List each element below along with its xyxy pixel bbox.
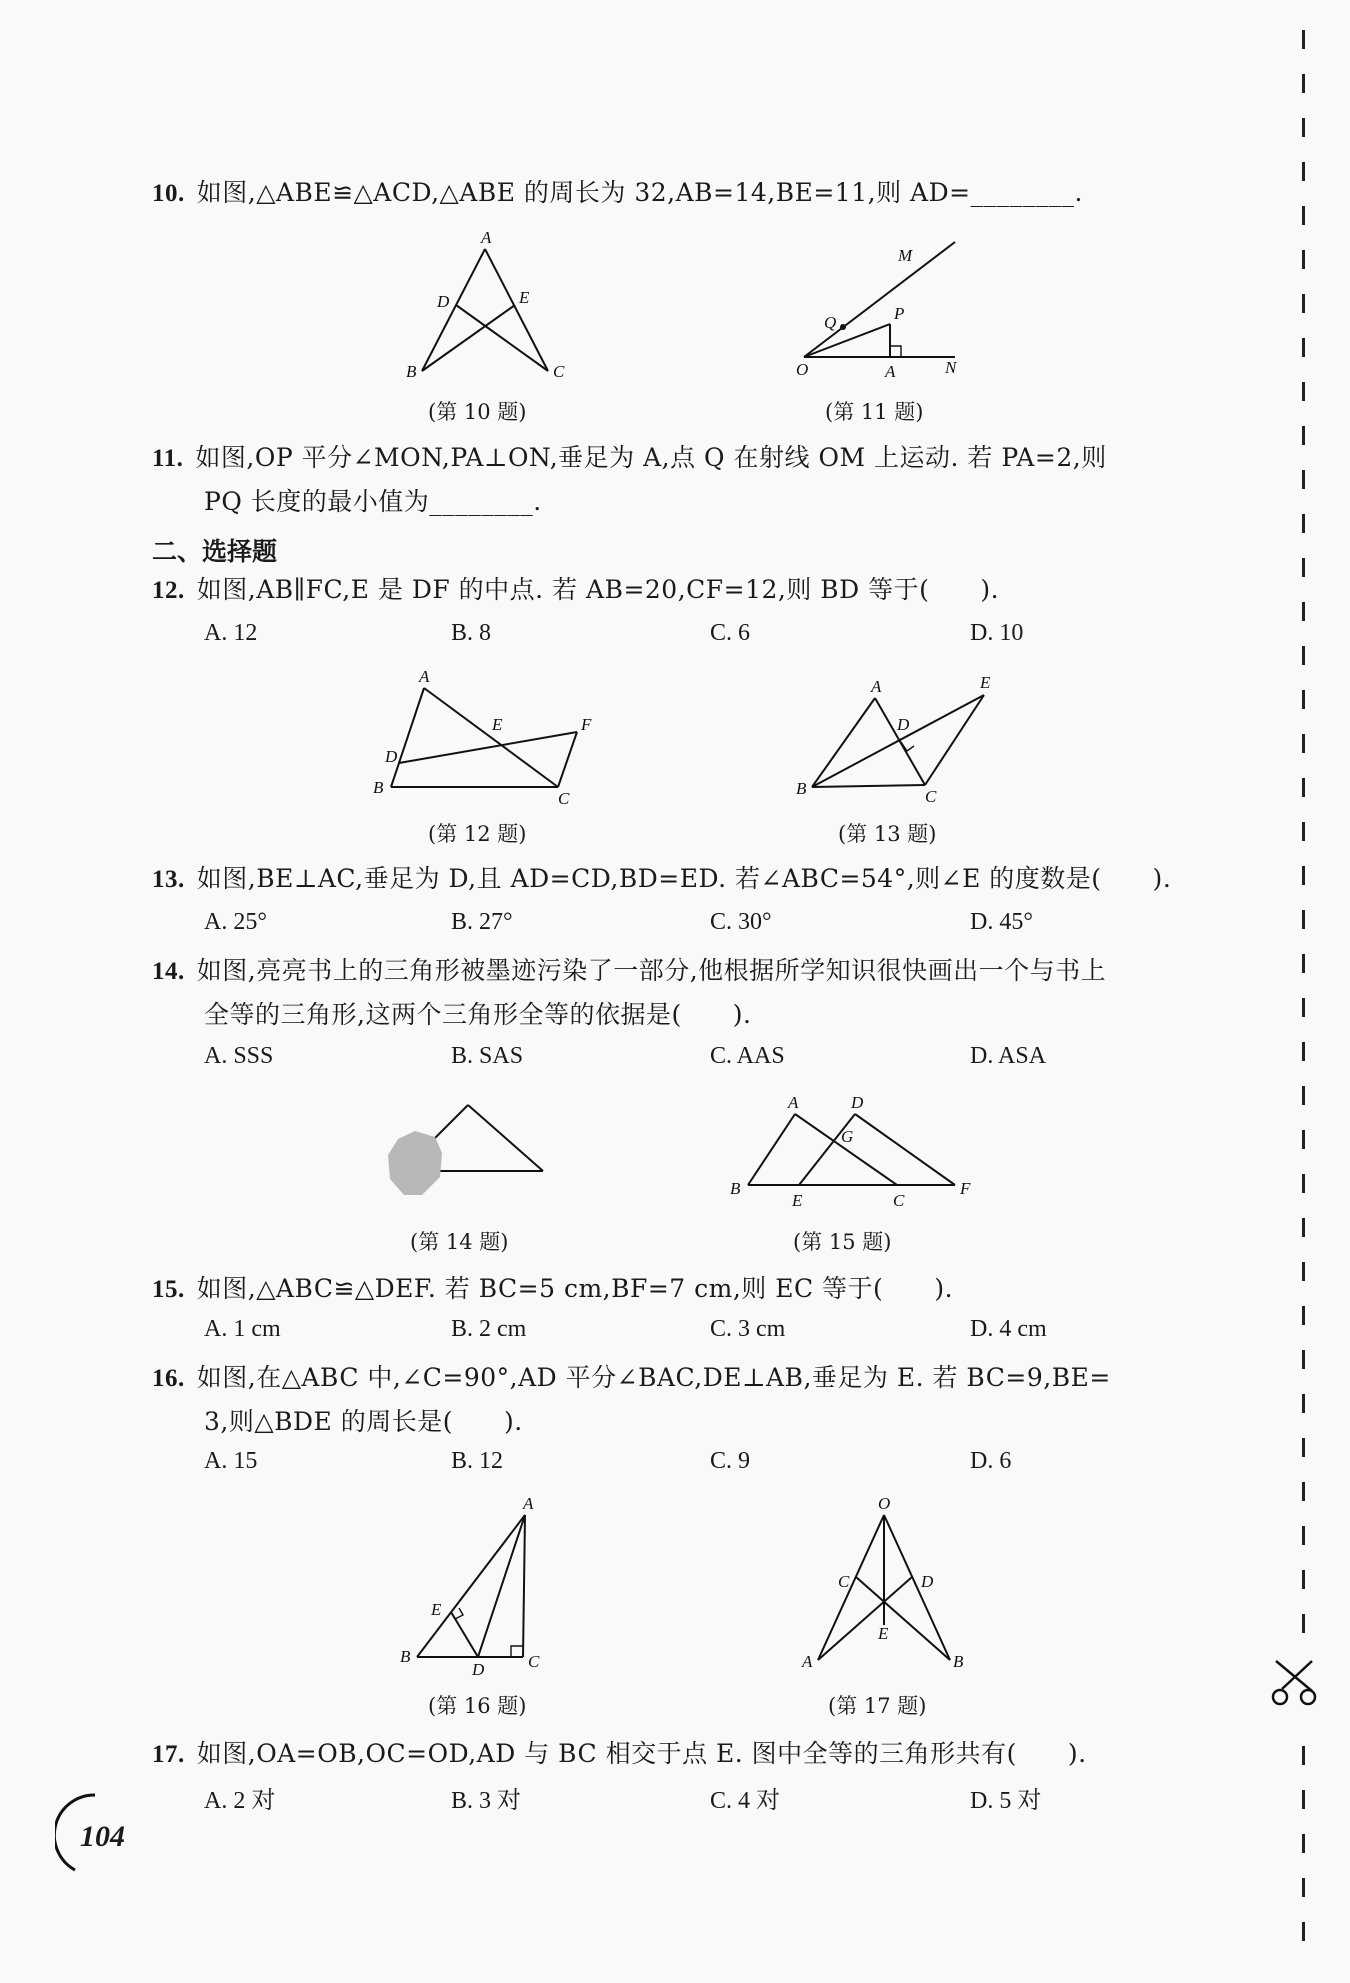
label-M: M [898, 246, 913, 265]
cut-line-dash [1302, 118, 1305, 137]
question-14-cont: 全等的三角形,这两个三角形全等的依据是( ). [204, 1000, 752, 1029]
cut-line-dash [1302, 1130, 1305, 1149]
cut-line-dash [1302, 1262, 1305, 1281]
label-C: C [553, 362, 565, 381]
option-d[interactable]: D. 4 cm [970, 1316, 1047, 1342]
option-d[interactable]: D. 6 [970, 1448, 1012, 1474]
label-C: C [893, 1191, 905, 1210]
label-F: F [960, 1179, 971, 1198]
cut-line-dash [1302, 30, 1305, 49]
label-B: B [373, 778, 384, 797]
cut-line-dash [1302, 1526, 1305, 1545]
label-D: D [472, 1660, 485, 1679]
cut-line-dash [1302, 1922, 1305, 1941]
label-C: C [838, 1572, 850, 1591]
figure-14 [380, 1095, 560, 1215]
section-choice-heading: 二、选择题 [152, 537, 278, 566]
question-17: 17. 如图,OA=OB,OC=OD,AD 与 BC 相交于点 E. 图中全等的三角形共有( ). [152, 1739, 1087, 1768]
label-D: D [385, 747, 398, 766]
cut-line-dash [1302, 558, 1305, 577]
cut-line-dash [1302, 910, 1305, 929]
cut-line-dash [1302, 382, 1305, 401]
option-c[interactable]: C. 4 对 [710, 1788, 781, 1814]
cut-line-dash [1302, 1570, 1305, 1589]
label-A: A [871, 677, 882, 696]
options-12 [204, 620, 1254, 654]
figure-12 [370, 667, 600, 810]
option-c[interactable]: C. 9 [710, 1448, 751, 1474]
cut-line-dash [1302, 470, 1305, 489]
option-c[interactable]: C. 30° [710, 909, 772, 935]
cut-line-dash [1302, 778, 1305, 797]
label-A: A [885, 362, 896, 381]
label-D: D [851, 1093, 864, 1112]
label-A: A [523, 1494, 534, 1513]
label-G: G [841, 1127, 854, 1146]
question-13: 13. 如图,BE⊥AC,垂足为 D,且 AD=CD,BD=ED. 若∠ABC=54°,则∠E 的度数是( ). [152, 864, 1172, 893]
cut-line-dash [1302, 1042, 1305, 1061]
cut-line-dash [1302, 998, 1305, 1017]
label-E: E [519, 288, 530, 307]
cut-line-dash [1302, 646, 1305, 665]
option-a[interactable]: A. 2 对 [204, 1788, 276, 1814]
option-b[interactable]: B. 8 [451, 620, 492, 646]
question-11: 11. 如图,OP 平分∠MON,PA⊥ON,垂足为 A,点 Q 在射线 OM 上运动. 若 PA=2,则 [152, 443, 1107, 472]
option-b[interactable]: B. 2 cm [451, 1316, 527, 1342]
cut-line-dash [1302, 822, 1305, 841]
option-a[interactable]: A. 1 cm [204, 1316, 281, 1342]
label-O: O [878, 1494, 891, 1513]
option-d[interactable]: D. 10 [970, 620, 1024, 646]
cut-line-dash [1302, 1834, 1305, 1853]
label-B: B [400, 1647, 411, 1666]
label-E: E [878, 1624, 889, 1643]
figure-13 [790, 670, 1010, 810]
option-b[interactable]: B. 12 [451, 1448, 504, 1474]
page-number: 104 [80, 1820, 125, 1853]
cut-line-dash [1302, 1174, 1305, 1193]
cut-line-dash [1302, 206, 1305, 225]
cut-line-dash [1302, 1350, 1305, 1369]
option-a[interactable]: A. 15 [204, 1448, 258, 1474]
label-D: D [437, 292, 450, 311]
cut-line-dash [1302, 1482, 1305, 1501]
option-c[interactable]: C. AAS [710, 1043, 785, 1069]
figure-15 [715, 1090, 975, 1215]
ink-blot [388, 1131, 442, 1195]
options-15 [204, 1316, 1254, 1350]
question-12: 12. 如图,AB∥FC,E 是 DF 的中点. 若 AB=20,CF=12,则 BD 等于( ). [152, 575, 1000, 604]
question-14: 14. 如图,亮亮书上的三角形被墨迹污染了一部分,他根据所学知识很快画出一个与书上 [152, 956, 1107, 985]
cut-line-dash [1302, 250, 1305, 269]
label-E: E [792, 1191, 803, 1210]
caption-fig14: (第 14 题) [410, 1230, 509, 1254]
options-17 [204, 1780, 1254, 1814]
label-N: N [945, 358, 957, 377]
caption-fig15: (第 15 题) [793, 1230, 892, 1254]
scissors-icon [1268, 1655, 1328, 1710]
option-a[interactable]: A. 12 [204, 620, 258, 646]
label-Q: Q [824, 313, 837, 332]
label-A: A [788, 1093, 799, 1112]
caption-fig11: (第 11 题) [825, 400, 924, 424]
option-b[interactable]: B. 3 对 [451, 1788, 522, 1814]
figure-11 [790, 235, 980, 385]
cut-line-dash [1302, 1306, 1305, 1325]
cut-line-dash [1302, 294, 1305, 313]
label-B: B [730, 1179, 741, 1198]
cut-line-dash [1302, 1614, 1305, 1633]
label-F: F [581, 715, 592, 734]
caption-fig16: (第 16 题) [428, 1694, 527, 1718]
option-a[interactable]: A. 25° [204, 909, 267, 935]
options-14 [204, 1043, 1254, 1077]
cut-line-dash [1302, 162, 1305, 181]
cut-line-dash [1302, 1746, 1305, 1765]
label-E: E [431, 1600, 442, 1619]
label-B: B [953, 1652, 964, 1671]
label-B: B [796, 779, 807, 798]
question-16-cont: 3,则△BDE 的周长是( ). [204, 1407, 523, 1436]
cut-line-dash [1302, 338, 1305, 357]
cut-line-dash [1302, 1790, 1305, 1809]
question-15: 15. 如图,△ABC≌△DEF. 若 BC=5 cm,BF=7 cm,则 EC 等于( ). [152, 1274, 954, 1303]
cut-line-dash [1302, 954, 1305, 973]
figure-16 [395, 1495, 565, 1680]
label-C: C [925, 787, 937, 806]
option-c[interactable]: C. 6 [710, 620, 751, 646]
options-16 [204, 1448, 1254, 1482]
label-E: E [492, 715, 503, 734]
cut-line-dash [1302, 514, 1305, 533]
label-A: A [419, 667, 430, 686]
label-C: C [558, 789, 570, 808]
label-A: A [802, 1652, 813, 1671]
question-10: 10. 如图,△ABE≌△ACD,△ABE 的周长为 32,AB=14,BE=11,则 AD=________. [152, 178, 1084, 207]
label-P: P [894, 304, 905, 323]
cut-line-dash [1302, 1218, 1305, 1237]
label-A: A [481, 228, 492, 247]
label-O: O [796, 360, 809, 379]
figure-10 [400, 225, 580, 385]
label-C: C [528, 1652, 540, 1671]
option-b[interactable]: B. SAS [451, 1043, 524, 1069]
label-B: B [406, 362, 417, 381]
label-D: D [921, 1572, 934, 1591]
option-a[interactable]: A. SSS [204, 1043, 274, 1069]
caption-fig13: (第 13 题) [838, 822, 937, 846]
caption-fig17: (第 17 题) [828, 1694, 927, 1718]
label-E: E [980, 673, 991, 692]
cut-line-dash [1302, 602, 1305, 621]
option-c[interactable]: C. 3 cm [710, 1316, 786, 1342]
caption-fig10: (第 10 题) [428, 400, 527, 424]
option-d[interactable]: D. 45° [970, 909, 1033, 935]
cut-line-dash [1302, 734, 1305, 753]
cut-line-dash [1302, 690, 1305, 709]
option-d[interactable]: D. ASA [970, 1043, 1047, 1069]
cut-line-dash [1302, 1878, 1305, 1897]
cut-line-dash [1302, 1086, 1305, 1105]
cut-line-dash [1302, 74, 1305, 93]
label-D: D [897, 715, 910, 734]
cut-line-dash [1302, 866, 1305, 885]
figure-17 [800, 1495, 980, 1680]
cut-line-dash [1302, 1394, 1305, 1413]
options-13 [204, 909, 1254, 943]
question-16: 16. 如图,在△ABC 中,∠C=90°,AD 平分∠BAC,DE⊥AB,垂足为 E. 若 BC=9,BE= [152, 1363, 1111, 1392]
cut-line-dash [1302, 426, 1305, 445]
option-d[interactable]: D. 5 对 [970, 1788, 1042, 1814]
caption-fig12: (第 12 题) [428, 822, 527, 846]
question-11-cont: PQ 长度的最小值为________. [204, 487, 542, 516]
cut-line-dash [1302, 1438, 1305, 1457]
option-b[interactable]: B. 27° [451, 909, 513, 935]
